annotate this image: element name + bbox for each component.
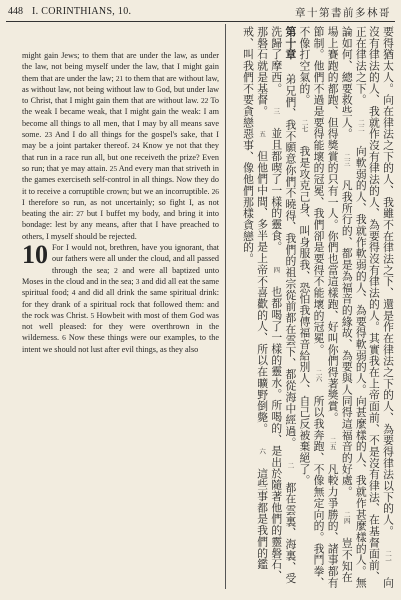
english-paragraph-chapter-10 [22, 242, 219, 355]
page-number: 448 [8, 6, 23, 17]
chinese-running-title: 章十第書前多林哥 [295, 8, 391, 19]
verse-number: 二二 [356, 119, 365, 133]
verse-text: 也都喝了一樣的靈水。所喝的、是出於隨著他們的靈磐石、那磐石就是基督。 [256, 26, 284, 582]
verse-text: 向沒有律法的人、我就作沒有律法的人、為要得沒有律法的人。其實我在上帝面前、不是沒有律法、在基督面前、正在律法之下。 [354, 26, 395, 589]
chinese-text-column [231, 26, 395, 592]
verse-text: and did all eat the same spiritual food; [22, 276, 219, 298]
verse-text: 凡我所行的、都是為福音的緣故、為要與人同得這福音的好處。 [340, 179, 354, 498]
verse-number: 2 [114, 265, 118, 275]
page-header [6, 4, 395, 22]
english-text-column [22, 50, 219, 585]
verse-text: To the weak I became weak, that I might gain the weak: I am become all things to all men, that I may by all means save some. [22, 96, 219, 140]
verse-text: Howbeit with most of them God was not well pleased: for they were overthrown in the wilderness. [22, 310, 219, 343]
verse-text: 向軟弱的人、我就作軟弱的人、為要得軟弱的人。向甚麼樣的人、我就作甚麼樣的人。無論如何、總要救些人。 [340, 26, 368, 589]
verse-number: 六 [258, 447, 267, 455]
verse-number: 23 [44, 130, 53, 140]
verse-text: might gain Jews; to them that are under the law, as under the law, not being myself under the law, that I might gain them that are under the law; [22, 51, 219, 83]
verse-text: For I would not, brethren, have you ignorant, that our fathers were all under the cloud, and all passed through the sea; [52, 243, 219, 275]
verse-text: 我是攻克己身、叫身服我、恐怕我傳福音給別人、自己反被棄絕了。 [298, 145, 312, 487]
verse-number: 3 [135, 276, 140, 286]
verse-text: And every man that striveth in the games exerciseth self-control in all things. Now they do it to receive a corruptible crown; but we an incorruptible. [22, 163, 219, 196]
verse-text: 凡較力爭勝的、諸事都有節制。他們不過是要得能壞的冠冕、我們卻是要得不能壞的冠冕。 [312, 26, 340, 589]
verse-text: And I do all things for the gospel's sake, that I may be a joint partaker thereof. [22, 130, 219, 151]
verse-number: 二六 [314, 368, 323, 382]
verse-text: and were all baptized unto Moses in the cloud and in the sea; [22, 265, 219, 286]
verse-number: 4 [71, 288, 76, 298]
column-divider [225, 24, 226, 589]
verse-number: 二 [286, 461, 295, 469]
verse-number: 五 [258, 130, 267, 137]
verse-text: 都在雲裏、海裏、受洗歸了摩西。 [270, 26, 298, 584]
verse-text: but I buffet my body, and bring it into bondage: lest by any means, after that I have preached to others, I myself should be rejected. [22, 209, 219, 241]
verse-text: 這些事都是我們的鑑戒、叫我們不要貪戀惡事、像他們那樣貪戀的。 [242, 26, 270, 570]
verse-number: 25 [109, 163, 118, 173]
verse-number: 27 [76, 209, 84, 219]
verse-text: 但他們中間、多半是上帝不喜歡的人、所以在曠野倒斃。 [256, 150, 270, 435]
verse-number: 二三 [342, 153, 351, 167]
verse-text: 弟兄們、我不願意你們不曉得、我們的祖宗從前都在雲下、都從海中經過。 [284, 73, 298, 449]
verse-number: 24 [132, 141, 140, 151]
chapter-number: 10 [22, 240, 48, 270]
verse-number: 四 [272, 266, 281, 273]
english-paragraph [22, 50, 219, 242]
verse-text: Now these things were our examples, to the intent we should not lust after evil things, as they also [22, 333, 219, 354]
verse-text: 所以我奔跑、不像無定向的。我鬥拳、不像打空氣的。 [298, 26, 326, 589]
verse-text: 要得猶太人。向在律法之下的人、我雖不在律法之下、還是作在律法之下的人、為要得律法以下的人。 [382, 26, 395, 537]
verse-text: I therefore so run, as not uncertainly; so fight I, as not beating the air: [22, 197, 219, 219]
verse-number: 二一 [384, 550, 392, 564]
verse-text: and did all drink the same spiritual drink: for they drank of a spiritual rock that followed them: and the rock was Christ. [22, 288, 219, 320]
chinese-paragraph-chapter-10 [242, 26, 297, 592]
book-chapter-reference: I. CORINTHIANS, 10. [32, 6, 132, 17]
verse-text: Know ye not that they that run in a race run all, but one receiveth the prize? Even so run; that ye may attain. [22, 141, 219, 173]
verse-number: 26 [211, 186, 219, 196]
verse-text: 並且都喫了一樣的靈食。 [270, 127, 284, 253]
chinese-paragraph [297, 26, 395, 592]
chinese-chapter-heading: 第十章 [284, 26, 298, 61]
verse-number: 二四 [342, 511, 351, 524]
verse-number: 6 [62, 333, 66, 343]
verse-number: 二五 [328, 436, 337, 450]
verse-number: 21 [115, 73, 124, 83]
verse-number: 22 [200, 96, 209, 106]
verse-number: 5 [90, 310, 95, 320]
verse-text: 豈不知在場上賽跑的都跑、但得獎賞的只有一人。你們也當這樣跑、好叫你們得著獎賞。 [326, 26, 354, 583]
verse-number: 三 [272, 107, 281, 115]
verse-number: 二七 [300, 119, 309, 133]
verse-text: to them that are without law, as without law, not being without law to God, but under law to Christ, that I might gain them that are without law. [22, 73, 219, 106]
